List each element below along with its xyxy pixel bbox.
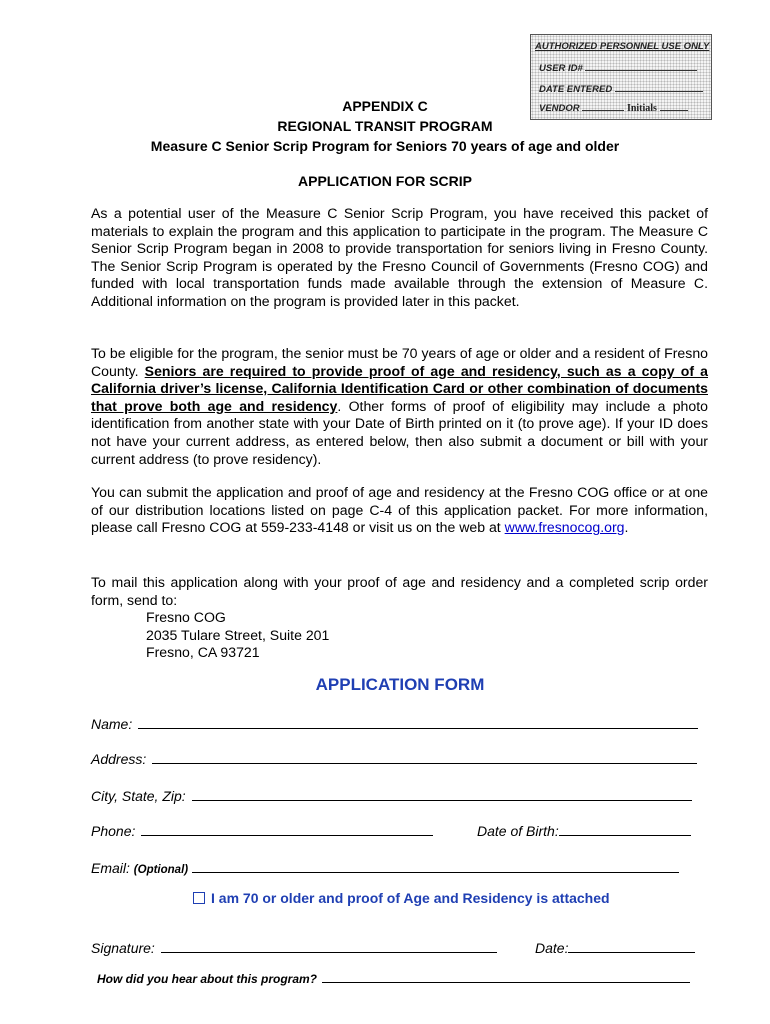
- name-row: [91, 714, 698, 732]
- mailing-address: [146, 609, 329, 662]
- address-name: Fresno COG: [146, 609, 226, 625]
- date-entered-field[interactable]: [615, 82, 703, 92]
- user-id-field[interactable]: [585, 61, 697, 71]
- city-row: [91, 786, 692, 804]
- name-label: Name:: [91, 716, 133, 732]
- eligibility-paragraph: [91, 345, 708, 468]
- email-label: Email:: [91, 860, 130, 876]
- address-row: [91, 749, 697, 767]
- age-proof-label: I am 70 or older and proof of Age and Residency is attached: [211, 890, 610, 906]
- date-entered-label: DATE ENTERED: [539, 84, 613, 95]
- website-link[interactable]: www.fresnocog.org: [504, 519, 625, 536]
- signature-field[interactable]: [161, 938, 497, 953]
- eligibility-rest: . Other forms of proof of eligibility may include a photo identification from another state with your Date of Birth printed on it (to prove age). If your ID does not have your current address, as entered below, then also submit a document or bill with your current address (to prove residency).: [91, 397, 708, 467]
- age-proof-checkbox[interactable]: [193, 892, 205, 904]
- referral-field[interactable]: [322, 970, 690, 983]
- city-state-zip-label: City, State, Zip:: [91, 788, 186, 804]
- signature-label: Signature:: [91, 940, 155, 956]
- vendor-label: VENDOR: [539, 103, 580, 114]
- email-row: [91, 858, 679, 876]
- submission-end: .: [624, 519, 629, 536]
- date-field[interactable]: [568, 938, 695, 953]
- phone-row: [91, 821, 433, 839]
- optional-label: (Optional): [133, 864, 189, 876]
- user-id-label: USER ID#: [539, 63, 583, 74]
- date-label: Date:: [535, 940, 569, 956]
- referral-row: [97, 970, 690, 986]
- submission-paragraph: [91, 484, 708, 537]
- address-city: Fresno, CA 93721: [146, 644, 260, 661]
- intro-paragraph: As a potential user of the Measure C Senior Scrip Program, you have received this packet of materials to explain the program and this application to participate in the program. The Measure C Senior Scrip Program began in 2008 to provide transportation for seniors living in Fresno County. The Senior Scrip Program is operated by the Fresno Council of Governments (Fresno COG) and funded with local transportation funds made available through the extension of Measure C. Additional information on the program is provided later in this packet.: [91, 205, 708, 309]
- date-entered-row: [539, 82, 703, 95]
- application-form-title: APPLICATION FORM: [315, 675, 485, 694]
- application-heading: APPLICATION FOR SCRIP: [298, 173, 472, 189]
- program-subtitle: Measure C Senior Scrip Program for Seniors 70 years of age and older: [150, 138, 620, 154]
- date-row: [535, 938, 695, 956]
- initials-label: Initials: [626, 103, 657, 114]
- phone-field[interactable]: [141, 821, 433, 836]
- age-proof-checkbox-row[interactable]: [193, 890, 610, 906]
- city-state-zip-field[interactable]: [192, 786, 692, 801]
- email-field[interactable]: [192, 858, 679, 873]
- mail-paragraph: To mail this application along with your proof of age and residency and a completed scrip order form, send to:: [91, 574, 708, 608]
- program-heading: REGIONAL TRANSIT PROGRAM: [277, 118, 493, 134]
- office-use-header: AUTHORIZED PERSONNEL USE ONLY: [535, 41, 710, 52]
- address-label: Address:: [91, 751, 147, 767]
- dob-field[interactable]: [559, 821, 691, 836]
- eligibility-intro: To be eligible for the program, the senior must be 70 years of age or older and a resident of Fresno County.: [91, 345, 708, 379]
- dob-row: [477, 821, 691, 839]
- signature-row: [91, 938, 497, 956]
- submission-text: You can submit the application and proof of age and residency at the Fresno COG office or at one of our distribution locations listed on page C-4 of this application packet. For more information, please call Fresno COG at 559-233-4148 or visit us on the web at: [91, 484, 708, 536]
- dob-label: Date of Birth:: [477, 823, 559, 839]
- eligibility-requirement: Seniors are required to provide proof of age and residency, such as a copy of a California driver’s license, California Identification Card or other combination of documents that prove both age and residency: [91, 362, 708, 414]
- name-field[interactable]: [138, 714, 698, 729]
- phone-label: Phone:: [91, 823, 136, 839]
- user-id-row: [539, 61, 703, 74]
- address-field[interactable]: [152, 749, 697, 764]
- appendix-heading: APPENDIX C: [342, 98, 428, 114]
- address-street: 2035 Tulare Street, Suite 201: [146, 626, 330, 643]
- referral-label: How did you hear about this program?: [97, 972, 318, 986]
